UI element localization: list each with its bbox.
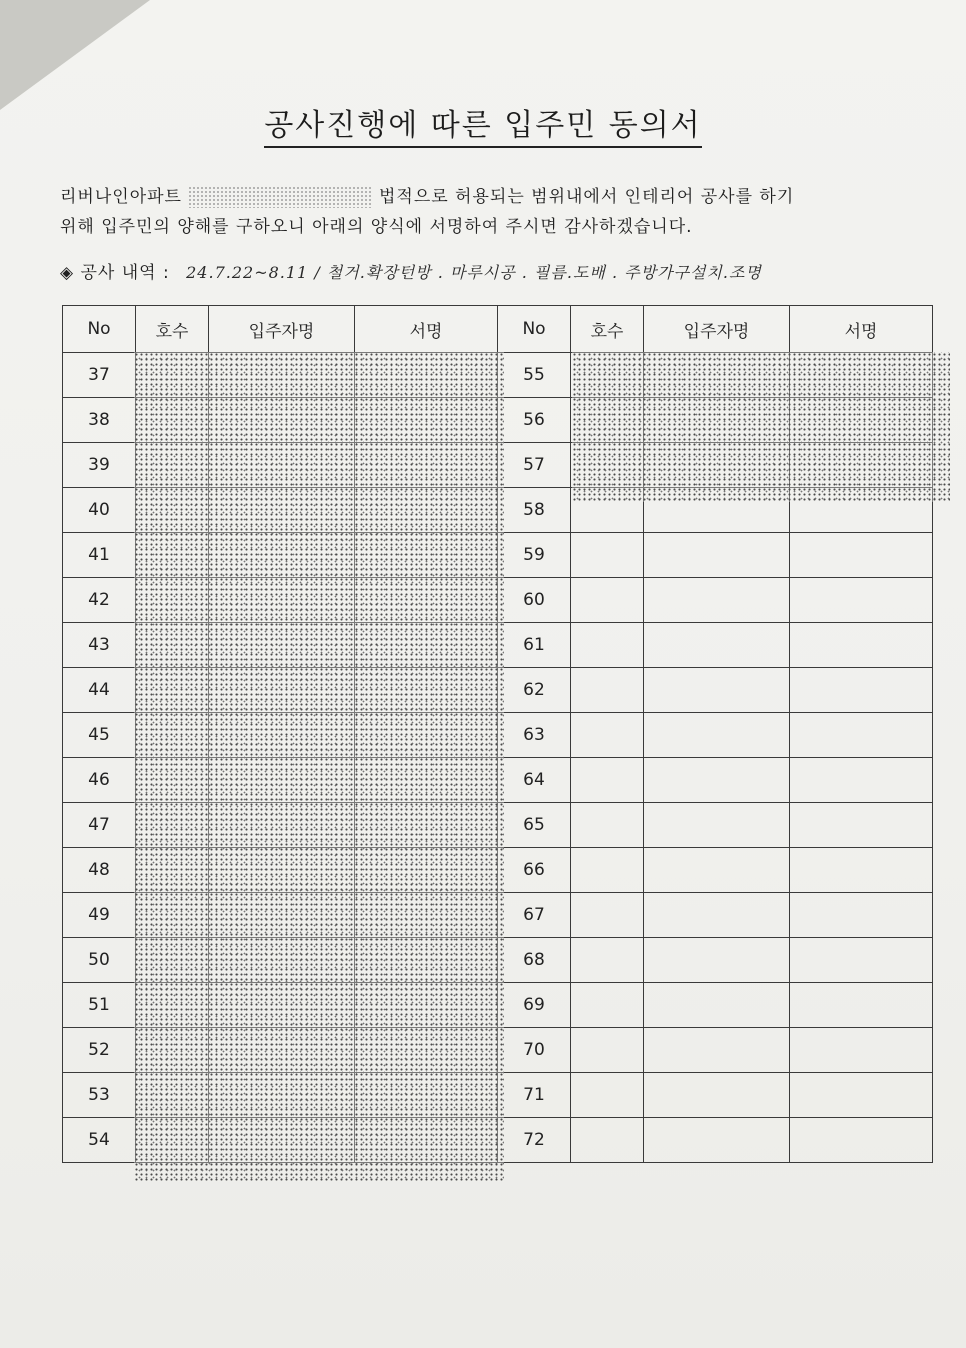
table-row (498, 533, 933, 578)
col-no: No (63, 306, 136, 353)
row-no: 51 (63, 983, 136, 1028)
row-no: 60 (498, 578, 571, 623)
row-unit (571, 713, 644, 758)
row-unit (571, 983, 644, 1028)
row-signature (790, 758, 933, 803)
row-name (644, 848, 790, 893)
row-unit (571, 533, 644, 578)
table-row (498, 848, 933, 893)
apartment-name: 리버나인아파트 (60, 187, 182, 207)
row-no: 49 (63, 893, 136, 938)
row-no: 67 (498, 893, 571, 938)
row-no: 47 (63, 803, 136, 848)
row-no: 39 (63, 443, 136, 488)
row-no: 58 (498, 488, 571, 533)
row-name (644, 758, 790, 803)
work-handwritten: 24.7.22~8.11 / 철거.확장턴방 . 마루시공 . 필름.도배 . 주방가구설치.조명 (186, 263, 762, 282)
row-name (644, 578, 790, 623)
row-no: 56 (498, 398, 571, 443)
table-row (498, 803, 933, 848)
row-signature (790, 623, 933, 668)
col-name: 입주자명 (209, 306, 355, 353)
row-signature (790, 533, 933, 578)
redacted-address (188, 186, 373, 208)
folded-corner (0, 0, 150, 110)
row-unit (571, 848, 644, 893)
row-no: 52 (63, 1028, 136, 1073)
row-no: 43 (63, 623, 136, 668)
row-signature (790, 1028, 933, 1073)
row-no: 48 (63, 848, 136, 893)
intro-line2: 위해 입주민의 양해를 구하오니 아래의 양식에 서명하여 주시면 감사하겠습니다. (60, 217, 693, 237)
redacted-right-entries (572, 352, 950, 502)
row-no: 64 (498, 758, 571, 803)
table-row (498, 623, 933, 668)
work-label: 공사 내역 : (80, 263, 170, 283)
row-no: 46 (63, 758, 136, 803)
title-text: 공사진행에 따른 입주민 동의서 (264, 100, 701, 148)
row-signature (790, 578, 933, 623)
row-no: 61 (498, 623, 571, 668)
col-signature: 서명 (355, 306, 498, 353)
row-no: 69 (498, 983, 571, 1028)
row-signature (790, 713, 933, 758)
col-unit: 호수 (571, 306, 644, 353)
row-signature (790, 1073, 933, 1118)
table-row (498, 893, 933, 938)
table-row (498, 578, 933, 623)
row-no: 68 (498, 938, 571, 983)
intro-paragraph (60, 182, 900, 242)
table-row (498, 938, 933, 983)
col-no: No (498, 306, 571, 353)
row-no: 37 (63, 353, 136, 398)
row-signature (790, 1118, 933, 1163)
row-signature (790, 848, 933, 893)
row-no: 54 (63, 1118, 136, 1163)
row-name (644, 713, 790, 758)
row-no: 41 (63, 533, 136, 578)
table-row (498, 668, 933, 713)
row-unit (571, 578, 644, 623)
row-no: 66 (498, 848, 571, 893)
row-no: 70 (498, 1028, 571, 1073)
row-no: 72 (498, 1118, 571, 1163)
row-signature (790, 803, 933, 848)
row-name (644, 938, 790, 983)
row-unit (571, 938, 644, 983)
table-row (498, 758, 933, 803)
row-no: 55 (498, 353, 571, 398)
col-unit: 호수 (136, 306, 209, 353)
row-no: 53 (63, 1073, 136, 1118)
row-unit (571, 893, 644, 938)
row-name (644, 623, 790, 668)
row-unit (571, 1073, 644, 1118)
row-signature (790, 983, 933, 1028)
row-no: 38 (63, 398, 136, 443)
row-name (644, 668, 790, 713)
row-signature (790, 893, 933, 938)
row-no: 59 (498, 533, 571, 578)
row-name (644, 1118, 790, 1163)
row-name (644, 893, 790, 938)
document-title (0, 100, 966, 148)
row-name (644, 1073, 790, 1118)
table-row (498, 983, 933, 1028)
row-unit (571, 1028, 644, 1073)
row-name (644, 1028, 790, 1073)
row-name (644, 533, 790, 578)
row-no: 57 (498, 443, 571, 488)
row-unit (571, 668, 644, 713)
row-no: 42 (63, 578, 136, 623)
row-no: 45 (63, 713, 136, 758)
row-name (644, 803, 790, 848)
col-name: 입주자명 (644, 306, 790, 353)
row-no: 63 (498, 713, 571, 758)
work-details (60, 258, 920, 283)
redacted-left-entries (134, 352, 504, 1182)
table-row (498, 1028, 933, 1073)
diamond-bullet-icon: ◈ (60, 263, 75, 283)
row-unit (571, 758, 644, 803)
row-no: 71 (498, 1073, 571, 1118)
row-no: 62 (498, 668, 571, 713)
row-signature (790, 938, 933, 983)
row-unit (571, 1118, 644, 1163)
table-row (498, 713, 933, 758)
row-no: 40 (63, 488, 136, 533)
intro-line1: 법적으로 허용되는 범위내에서 인테리어 공사를 하기 (378, 187, 795, 207)
col-signature: 서명 (790, 306, 933, 353)
row-no: 65 (498, 803, 571, 848)
row-no: 50 (63, 938, 136, 983)
table-row (498, 1073, 933, 1118)
row-signature (790, 668, 933, 713)
row-name (644, 983, 790, 1028)
row-no: 44 (63, 668, 136, 713)
table-row (498, 1118, 933, 1163)
row-unit (571, 803, 644, 848)
row-unit (571, 623, 644, 668)
